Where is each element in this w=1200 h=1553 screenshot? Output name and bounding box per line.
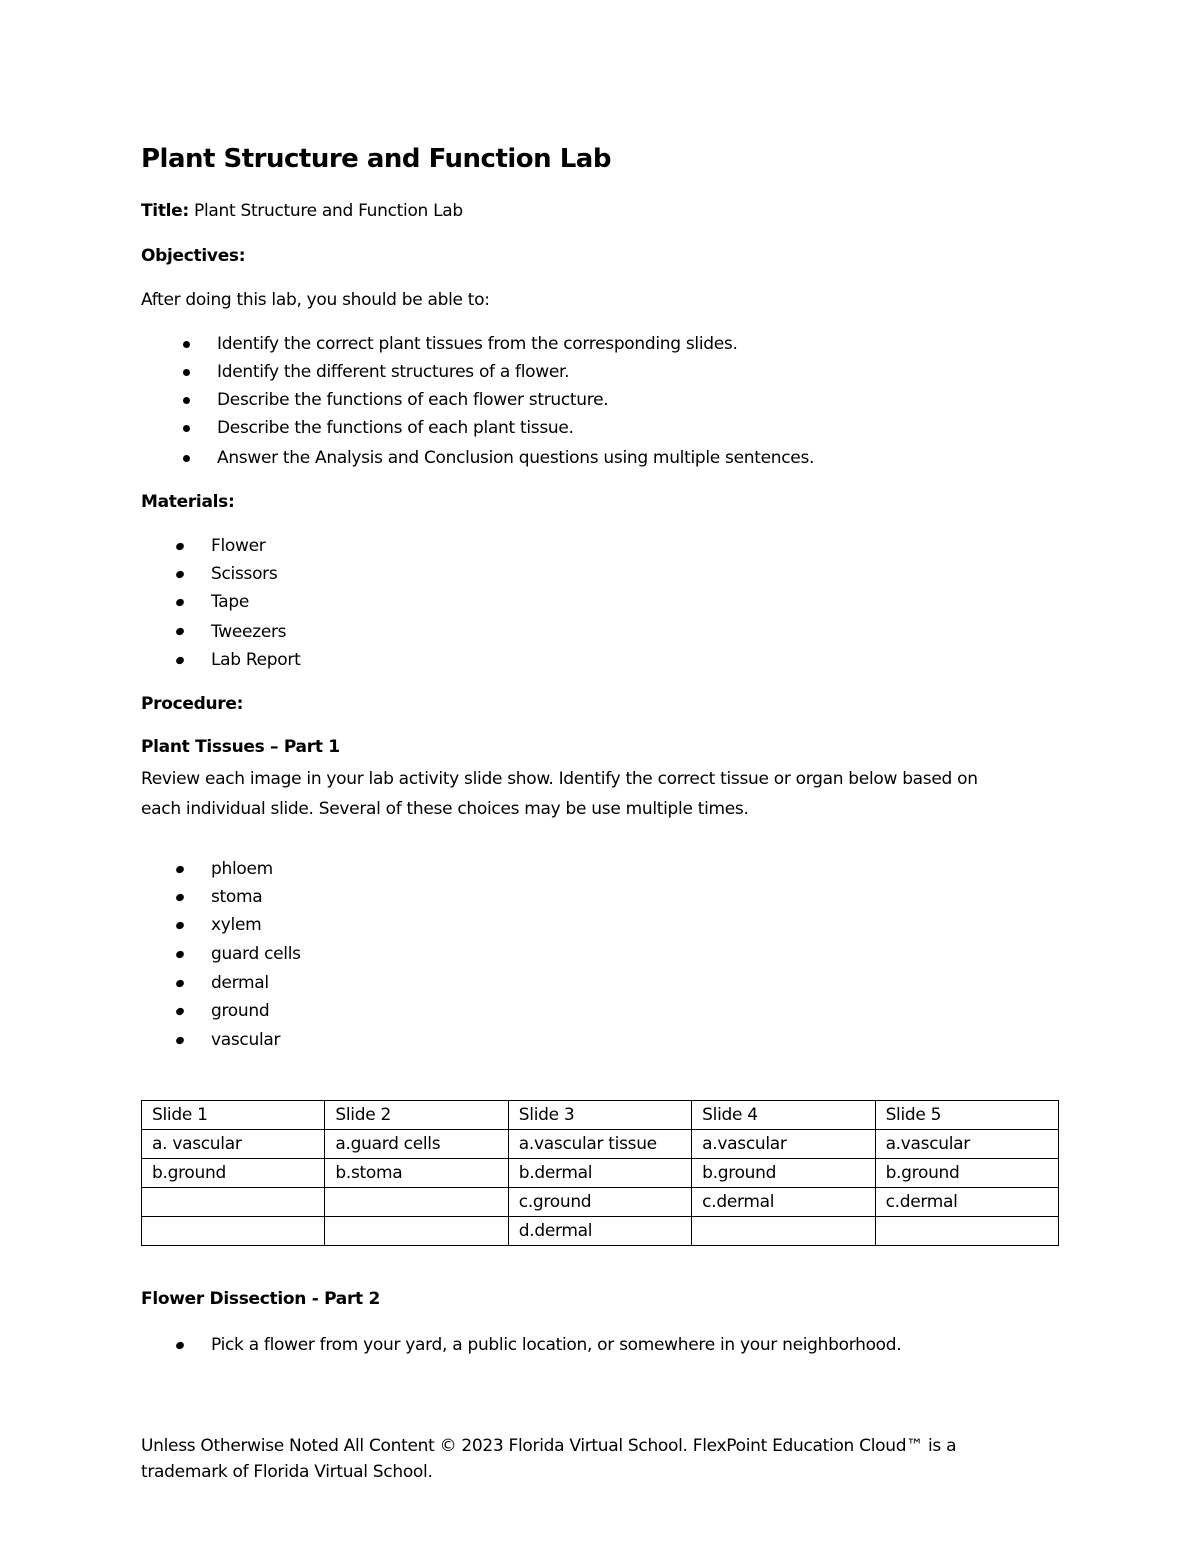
- title-label: Title:: [141, 201, 189, 221]
- bullet-icon: [175, 865, 185, 875]
- bullet-icon: [175, 542, 185, 552]
- table-cell: Slide 2: [325, 1101, 508, 1130]
- table-row: [142, 1159, 1059, 1188]
- bullet-icon: [175, 1036, 185, 1046]
- table-cell: [692, 1217, 875, 1246]
- part1-text-line2: each individual slide. Several of these choices may be use multiple times.: [141, 799, 749, 819]
- table-cell: b.ground: [875, 1159, 1058, 1188]
- list-item: Flower: [211, 536, 266, 556]
- part1-heading: Plant Tissues – Part 1: [141, 737, 340, 757]
- title-value: Plant Structure and Function Lab: [194, 201, 463, 221]
- table-row: [142, 1188, 1059, 1217]
- list-item: Identify the different structures of a flower.: [217, 362, 570, 382]
- table-cell: c.ground: [508, 1188, 691, 1217]
- bullet-icon: [183, 425, 190, 432]
- list-item: Describe the functions of each flower structure.: [217, 390, 609, 410]
- bullet-icon: [183, 397, 190, 404]
- procedure-label: Procedure:: [141, 694, 244, 714]
- footer-copyright: Unless Otherwise Noted All Content © 2023 Florida Virtual School. FlexPoint Education Cloud™ is a trademark of Florida Virtual School.: [141, 1436, 957, 1482]
- title-line: [141, 201, 463, 221]
- bullet-icon: [183, 341, 190, 348]
- part1-text-line1: Review each image in your lab activity slide show. Identify the correct tissue or organ below based on: [141, 769, 978, 789]
- bullet-icon: [175, 1007, 185, 1017]
- bullet-icon: [175, 627, 185, 637]
- bullet-icon: [175, 598, 185, 608]
- list-item: phloem: [211, 859, 273, 879]
- table-cell: c.dermal: [875, 1188, 1058, 1217]
- list-item: Answer the Analysis and Conclusion questions using multiple sentences.: [217, 448, 815, 468]
- bullet-icon: [175, 950, 185, 960]
- table-row: [142, 1101, 1059, 1130]
- table-cell: Slide 1: [142, 1101, 325, 1130]
- list-item: Pick a flower from your yard, a public location, or somewhere in your neighborhood.: [211, 1335, 902, 1355]
- table-cell: Slide 5: [875, 1101, 1058, 1130]
- list-item: stoma: [211, 887, 263, 907]
- list-item: guard cells: [211, 944, 301, 964]
- table-cell: a.guard cells: [325, 1130, 508, 1159]
- list-item: Scissors: [211, 564, 278, 584]
- list-item: Identify the correct plant tissues from the corresponding slides.: [217, 334, 738, 354]
- bullet-icon: [175, 656, 185, 666]
- table-cell: c.dermal: [692, 1188, 875, 1217]
- table-cell: a.vascular: [875, 1130, 1058, 1159]
- table-row: [142, 1217, 1059, 1246]
- list-item: Describe the functions of each plant tissue.: [217, 418, 574, 438]
- bullet-icon: [175, 979, 185, 989]
- objectives-intro: After doing this lab, you should be able to:: [141, 290, 490, 310]
- table-row: [142, 1130, 1059, 1159]
- list-item: ground: [211, 1001, 270, 1021]
- bullet-icon: [175, 1341, 185, 1351]
- list-item: Tape: [211, 592, 250, 612]
- bullet-icon: [175, 921, 185, 931]
- table-cell: a.vascular tissue: [508, 1130, 691, 1159]
- bullet-icon: [183, 455, 190, 462]
- table-cell: a.vascular: [692, 1130, 875, 1159]
- bullet-icon: [175, 893, 185, 903]
- table-cell: b.ground: [142, 1159, 325, 1188]
- list-item: Lab Report: [211, 650, 301, 670]
- list-item: Tweezers: [211, 622, 287, 642]
- table-cell: d.dermal: [508, 1217, 691, 1246]
- part2-heading: Flower Dissection - Part 2: [141, 1289, 380, 1309]
- table-cell: [875, 1217, 1058, 1246]
- table-cell: Slide 4: [692, 1101, 875, 1130]
- table-cell: [325, 1217, 508, 1246]
- list-item: dermal: [211, 973, 269, 993]
- objectives-label: Objectives:: [141, 246, 246, 266]
- bullet-icon: [183, 369, 190, 376]
- list-item: vascular: [211, 1030, 281, 1050]
- table-cell: Slide 3: [508, 1101, 691, 1130]
- bullet-icon: [175, 570, 185, 580]
- table-cell: b.dermal: [508, 1159, 691, 1188]
- table-cell: b.ground: [692, 1159, 875, 1188]
- list-item: xylem: [211, 915, 262, 935]
- page-title: Plant Structure and Function Lab: [141, 144, 611, 174]
- materials-label: Materials:: [141, 492, 235, 512]
- table-cell: b.stoma: [325, 1159, 508, 1188]
- slides-table: [141, 1100, 1059, 1246]
- table-cell: a. vascular: [142, 1130, 325, 1159]
- table-cell: [142, 1188, 325, 1217]
- table-cell: [142, 1217, 325, 1246]
- table-cell: [325, 1188, 508, 1217]
